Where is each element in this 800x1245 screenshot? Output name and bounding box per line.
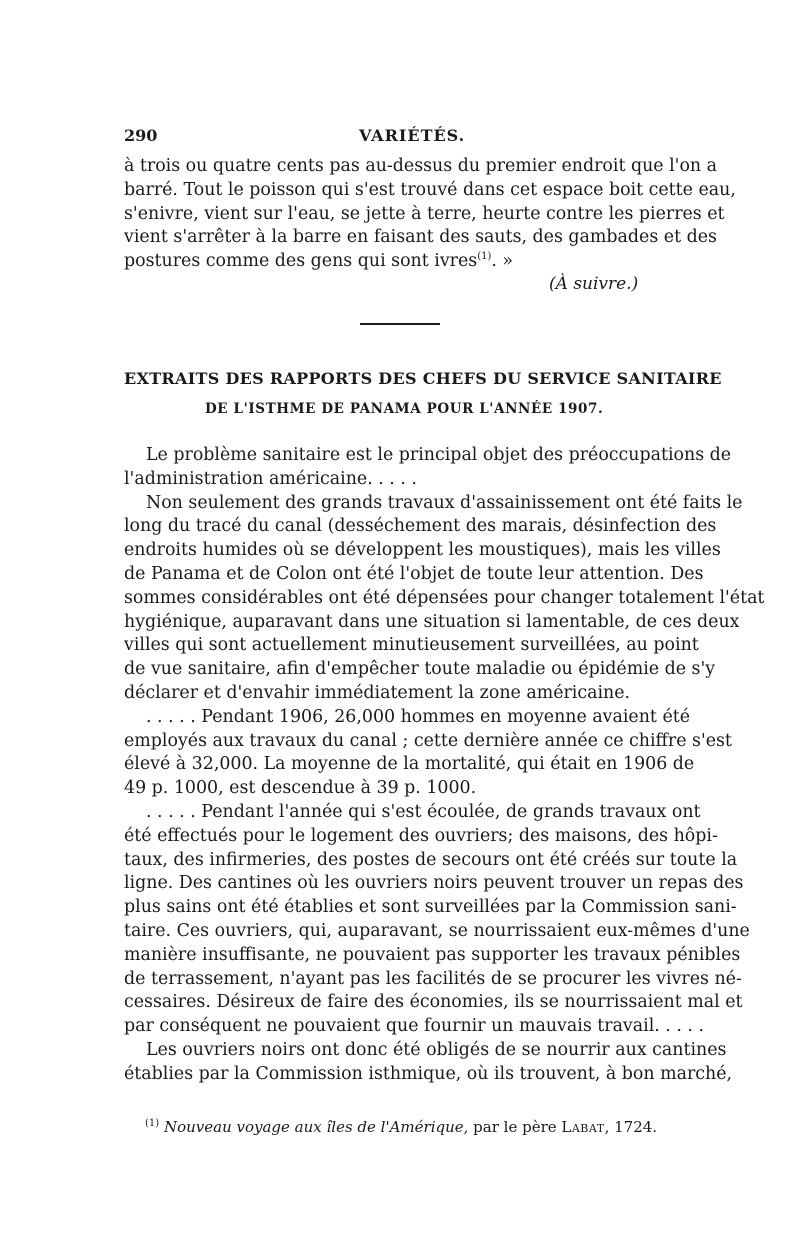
text-line: Non seulement des grands travaux d'assainissement ont été faits le — [146, 492, 743, 513]
text-line: déclarer et d'envahir immédiatement la zone américaine. — [124, 682, 631, 703]
text-line: 49 p. 1000, est descendue à 39 p. 1000. — [124, 778, 477, 799]
text-line: . . . . . Pendant 1906, 26,000 hommes en moyenne avaient été — [146, 706, 691, 727]
text-line: à trois ou quatre cents pas au-dessus du premier endroit que l'on a — [124, 156, 718, 176]
text-line: hygiénique, auparavant dans une situation si lamentable, de ces deux — [124, 611, 740, 632]
section-title-line-1: EXTRAITS DES RAPPORTS DES CHEFS DU SERVICE SANITAIRE — [124, 369, 722, 388]
text-line: employés aux travaux du canal ; cette dernière année ce chiffre s'est — [124, 730, 732, 751]
footnote-author: Labat — [561, 1118, 605, 1136]
page-header — [124, 126, 680, 150]
text-line: postures comme des gens qui sont ivres$^{(1)}$. » — [124, 251, 514, 272]
footnote-marker: (1) — [145, 1118, 160, 1129]
text-line: Le problème sanitaire est le principal objet des préoccupations de — [146, 445, 732, 465]
text-line: par conséquent ne pouvaient que fournir un mauvais travail. . . . . — [124, 1016, 705, 1037]
text-line: plus sains ont été établies et sont surveillées par la Commission sani- — [124, 897, 737, 918]
text-line: ligne. Des cantines où les ouvriers noirs peuvent trouver un repas des — [124, 873, 744, 894]
text-line: villes qui sont actuellement minutieusement surveillées, au point — [124, 635, 699, 656]
text-line: Les ouvriers noirs ont donc été obligés de se nourrir aux cantines — [146, 1039, 727, 1060]
continued-paragraph — [124, 155, 736, 274]
text-line: l'administration américaine. . . . . — [124, 468, 417, 489]
footnote: $^{(1)}$ Nouveau voyage aux îles de l'Amérique, par le père Labat, 1724. — [145, 1118, 658, 1136]
text-line: établies par la Commission isthmique, où ils trouvent, à bon marché, — [124, 1063, 733, 1084]
footnote-reference: (1) — [477, 251, 492, 263]
text-line: de terrassement, n'ayant pas les facilités de se procurer les vivres né- — [124, 968, 742, 989]
to-be-continued: (À suivre.) — [549, 274, 639, 294]
text-line: s'enivre, vient sur l'eau, se jette à terre, heurte contre les pierres et — [124, 203, 725, 224]
running-title: VARIÉTÉS. — [359, 126, 466, 145]
section-body — [124, 444, 765, 1087]
text-line: été effectués pour le logement des ouvriers; des maisons, des hôpi- — [124, 825, 718, 846]
text-line: élevé à 32,000. La moyenne de la mortalité, qui était en 1906 de — [124, 754, 695, 775]
text-line: de Panama et de Colon ont été l'objet de toute leur attention. Des — [124, 563, 704, 584]
text-line: taire. Ces ouvriers, qui, auparavant, se nourrissaient eux-mêmes d'une — [124, 920, 750, 941]
text-line: taux, des infirmeries, des postes de secours ont été créés sur toute la — [124, 849, 738, 870]
text-line: . . . . . Pendant l'année qui s'est écoulée, de grands travaux ont — [146, 801, 701, 822]
section-divider — [360, 323, 440, 325]
text-line: endroits humides où se développent les moustiques), mais les villes — [124, 540, 721, 561]
text-line: cessaires. Désireux de faire des économies, ils se nourrissaient mal et — [124, 992, 743, 1013]
footnote-title: Nouveau voyage aux îles de l'Amérique — [163, 1118, 464, 1136]
text-line: manière insuffisante, ne pouvaient pas supporter les travaux pénibles — [124, 944, 741, 965]
text-line: long du tracé du canal (desséchement des marais, désinfection des — [124, 516, 717, 537]
page-number: 290 — [124, 126, 158, 145]
section-title-line-2: DE L'ISTHME DE PANAMA POUR L'ANNÉE 1907. — [205, 401, 604, 417]
text-line: vient s'arrêter à la barre en faisant des sauts, des gambades et des — [124, 227, 717, 248]
text-line: barré. Tout le poisson qui s'est trouvé dans cet espace boit cette eau, — [124, 179, 736, 200]
text-line: sommes considérables ont été dépensées pour changer totalement l'état — [124, 587, 765, 608]
text-line: de vue sanitaire, afin d'empêcher toute maladie ou épidémie de s'y — [124, 659, 716, 680]
